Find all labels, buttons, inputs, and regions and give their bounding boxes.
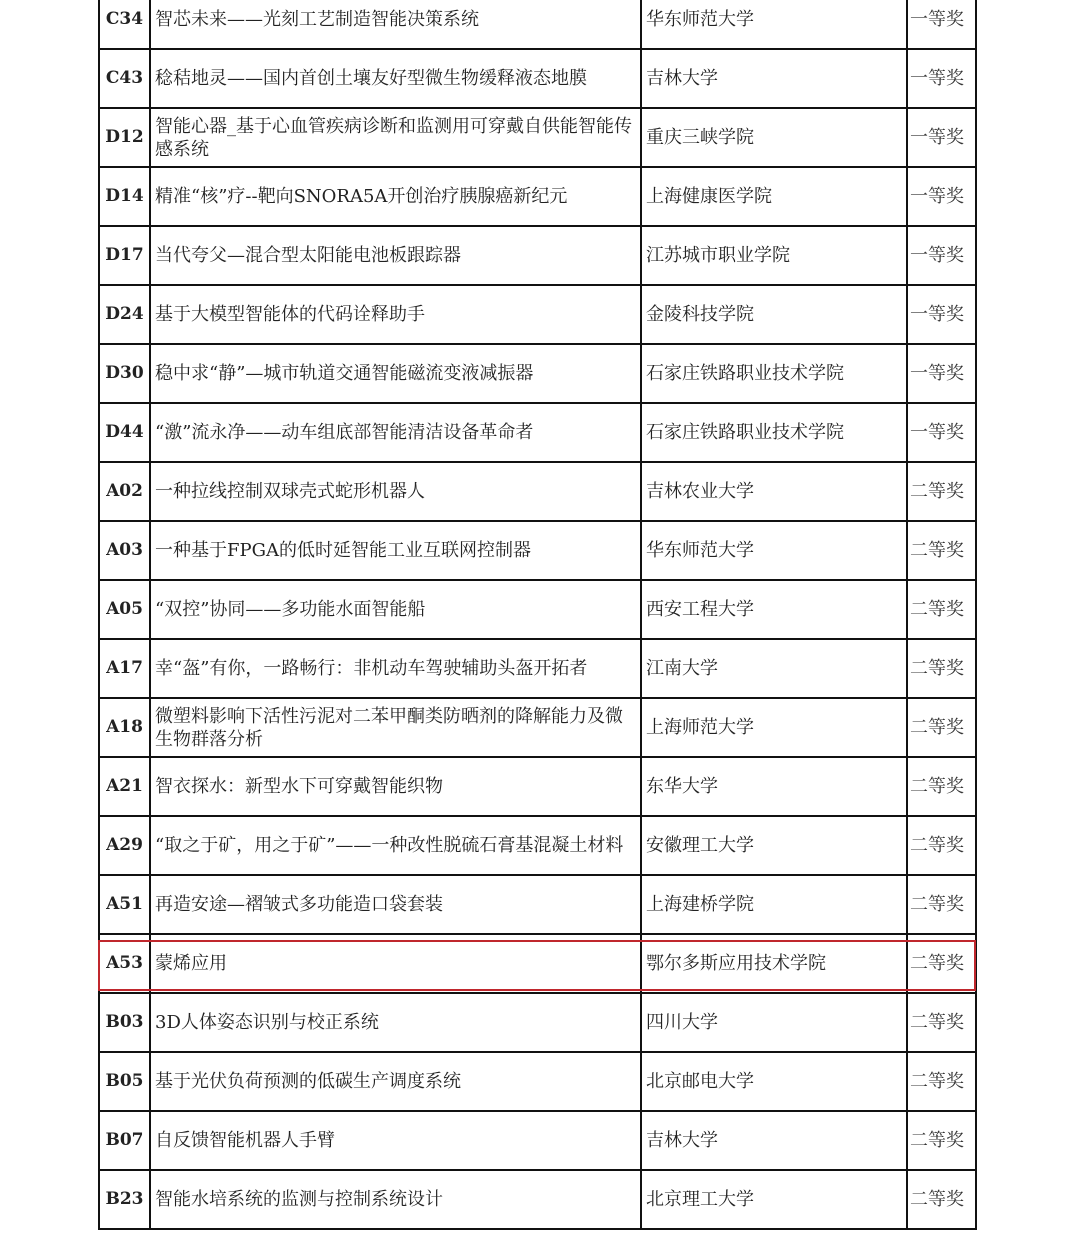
project-title: 自反馈智能机器人手臂 <box>150 1111 641 1170</box>
project-id: A17 <box>99 639 150 698</box>
school-name: 上海建桥学院 <box>641 875 907 934</box>
prize-level: 二等奖 <box>907 639 976 698</box>
project-title: 基于大模型智能体的代码诠释助手 <box>150 285 641 344</box>
prize-level: 二等奖 <box>907 934 976 993</box>
school-name: 江苏城市职业学院 <box>641 226 907 285</box>
table-row-highlighted <box>99 934 976 993</box>
project-id: B23 <box>99 1170 150 1229</box>
school-name: 华东师范大学 <box>641 521 907 580</box>
prize-level: 一等奖 <box>907 49 976 108</box>
table-row <box>99 285 976 344</box>
table-row <box>99 344 976 403</box>
project-id: A18 <box>99 698 150 757</box>
project-id: D24 <box>99 285 150 344</box>
project-id: B03 <box>99 993 150 1052</box>
project-id: A05 <box>99 580 150 639</box>
school-name: 四川大学 <box>641 993 907 1052</box>
project-id: D12 <box>99 108 150 167</box>
project-title: 智能水培系统的监测与控制系统设计 <box>150 1170 641 1229</box>
project-title: “取之于矿，用之于矿”——一种改性脱硫石膏基混凝土材料 <box>150 816 641 875</box>
table-row <box>99 49 976 108</box>
prize-level: 二等奖 <box>907 993 976 1052</box>
table-row <box>99 1052 976 1111</box>
school-name: 江南大学 <box>641 639 907 698</box>
prize-level: 一等奖 <box>907 226 976 285</box>
school-name: 鄂尔多斯应用技术学院 <box>641 934 907 993</box>
prize-level: 二等奖 <box>907 1111 976 1170</box>
project-id: C34 <box>99 0 150 49</box>
table-row <box>99 462 976 521</box>
project-id: A03 <box>99 521 150 580</box>
table-row <box>99 639 976 698</box>
prize-level: 一等奖 <box>907 344 976 403</box>
table-row <box>99 521 976 580</box>
table-row <box>99 108 976 167</box>
project-title: 幸“盔”有你，一路畅行：非机动车驾驶辅助头盔开拓者 <box>150 639 641 698</box>
school-name: 重庆三峡学院 <box>641 108 907 167</box>
project-id: B05 <box>99 1052 150 1111</box>
project-title: 蒙烯应用 <box>150 934 641 993</box>
project-id: A02 <box>99 462 150 521</box>
school-name: 上海师范大学 <box>641 698 907 757</box>
project-title: 当代夸父—混合型太阳能电池板跟踪器 <box>150 226 641 285</box>
school-name: 东华大学 <box>641 757 907 816</box>
project-title: 一种拉线控制双球壳式蛇形机器人 <box>150 462 641 521</box>
project-title: 智能心器_基于心血管疾病诊断和监测用可穿戴自供能智能传感系统 <box>150 108 641 167</box>
table-row <box>99 698 976 757</box>
table-row <box>99 1170 976 1229</box>
project-title: 3D人体姿态识别与校正系统 <box>150 993 641 1052</box>
school-name: 安徽理工大学 <box>641 816 907 875</box>
school-name: 上海健康医学院 <box>641 167 907 226</box>
prize-level: 一等奖 <box>907 167 976 226</box>
project-title: 再造安途—褶皱式多功能造口袋套装 <box>150 875 641 934</box>
prize-level: 一等奖 <box>907 403 976 462</box>
prize-level: 二等奖 <box>907 875 976 934</box>
table-row <box>99 816 976 875</box>
project-title: 智芯未来——光刻工艺制造智能决策系统 <box>150 0 641 49</box>
table-row <box>99 0 976 49</box>
project-id: A29 <box>99 816 150 875</box>
project-title: “双控”协同——多功能水面智能船 <box>150 580 641 639</box>
project-id: D14 <box>99 167 150 226</box>
table-row <box>99 580 976 639</box>
project-title: 一种基于FPGA的低时延智能工业互联网控制器 <box>150 521 641 580</box>
prize-level: 二等奖 <box>907 1052 976 1111</box>
project-title: 稔秸地灵——国内首创土壤友好型微生物缓释液态地膜 <box>150 49 641 108</box>
project-title: 微塑料影响下活性污泥对二苯甲酮类防晒剂的降解能力及微生物群落分析 <box>150 698 641 757</box>
project-title: “激”流永净——动车组底部智能清洁设备革命者 <box>150 403 641 462</box>
prize-level: 一等奖 <box>907 285 976 344</box>
table-row <box>99 757 976 816</box>
prize-level: 二等奖 <box>907 580 976 639</box>
project-id: D44 <box>99 403 150 462</box>
project-id: A21 <box>99 757 150 816</box>
prize-level: 二等奖 <box>907 462 976 521</box>
prize-level: 二等奖 <box>907 521 976 580</box>
school-name: 石家庄铁路职业技术学院 <box>641 403 907 462</box>
prize-level: 二等奖 <box>907 698 976 757</box>
project-id: A53 <box>99 934 150 993</box>
project-id: C43 <box>99 49 150 108</box>
table-row <box>99 1111 976 1170</box>
prize-level: 一等奖 <box>907 108 976 167</box>
project-title: 智衣探水：新型水下可穿戴智能织物 <box>150 757 641 816</box>
project-id: A51 <box>99 875 150 934</box>
project-id: D17 <box>99 226 150 285</box>
school-name: 西安工程大学 <box>641 580 907 639</box>
table-row <box>99 167 976 226</box>
project-title: 稳中求“静”—城市轨道交通智能磁流变液减振器 <box>150 344 641 403</box>
awards-table <box>98 0 977 1230</box>
school-name: 吉林大学 <box>641 49 907 108</box>
prize-level: 二等奖 <box>907 757 976 816</box>
project-id: D30 <box>99 344 150 403</box>
prize-level: 二等奖 <box>907 816 976 875</box>
project-title: 精准“核”疗--靶向SNORA5A开创治疗胰腺癌新纪元 <box>150 167 641 226</box>
school-name: 金陵科技学院 <box>641 285 907 344</box>
table-row <box>99 226 976 285</box>
table-row <box>99 403 976 462</box>
school-name: 吉林大学 <box>641 1111 907 1170</box>
school-name: 北京邮电大学 <box>641 1052 907 1111</box>
school-name: 华东师范大学 <box>641 0 907 49</box>
project-title: 基于光伏负荷预测的低碳生产调度系统 <box>150 1052 641 1111</box>
school-name: 吉林农业大学 <box>641 462 907 521</box>
awards-table-body <box>99 0 976 1229</box>
school-name: 北京理工大学 <box>641 1170 907 1229</box>
table-row <box>99 875 976 934</box>
school-name: 石家庄铁路职业技术学院 <box>641 344 907 403</box>
project-id: B07 <box>99 1111 150 1170</box>
prize-level: 二等奖 <box>907 1170 976 1229</box>
prize-level: 一等奖 <box>907 0 976 49</box>
table-row <box>99 993 976 1052</box>
